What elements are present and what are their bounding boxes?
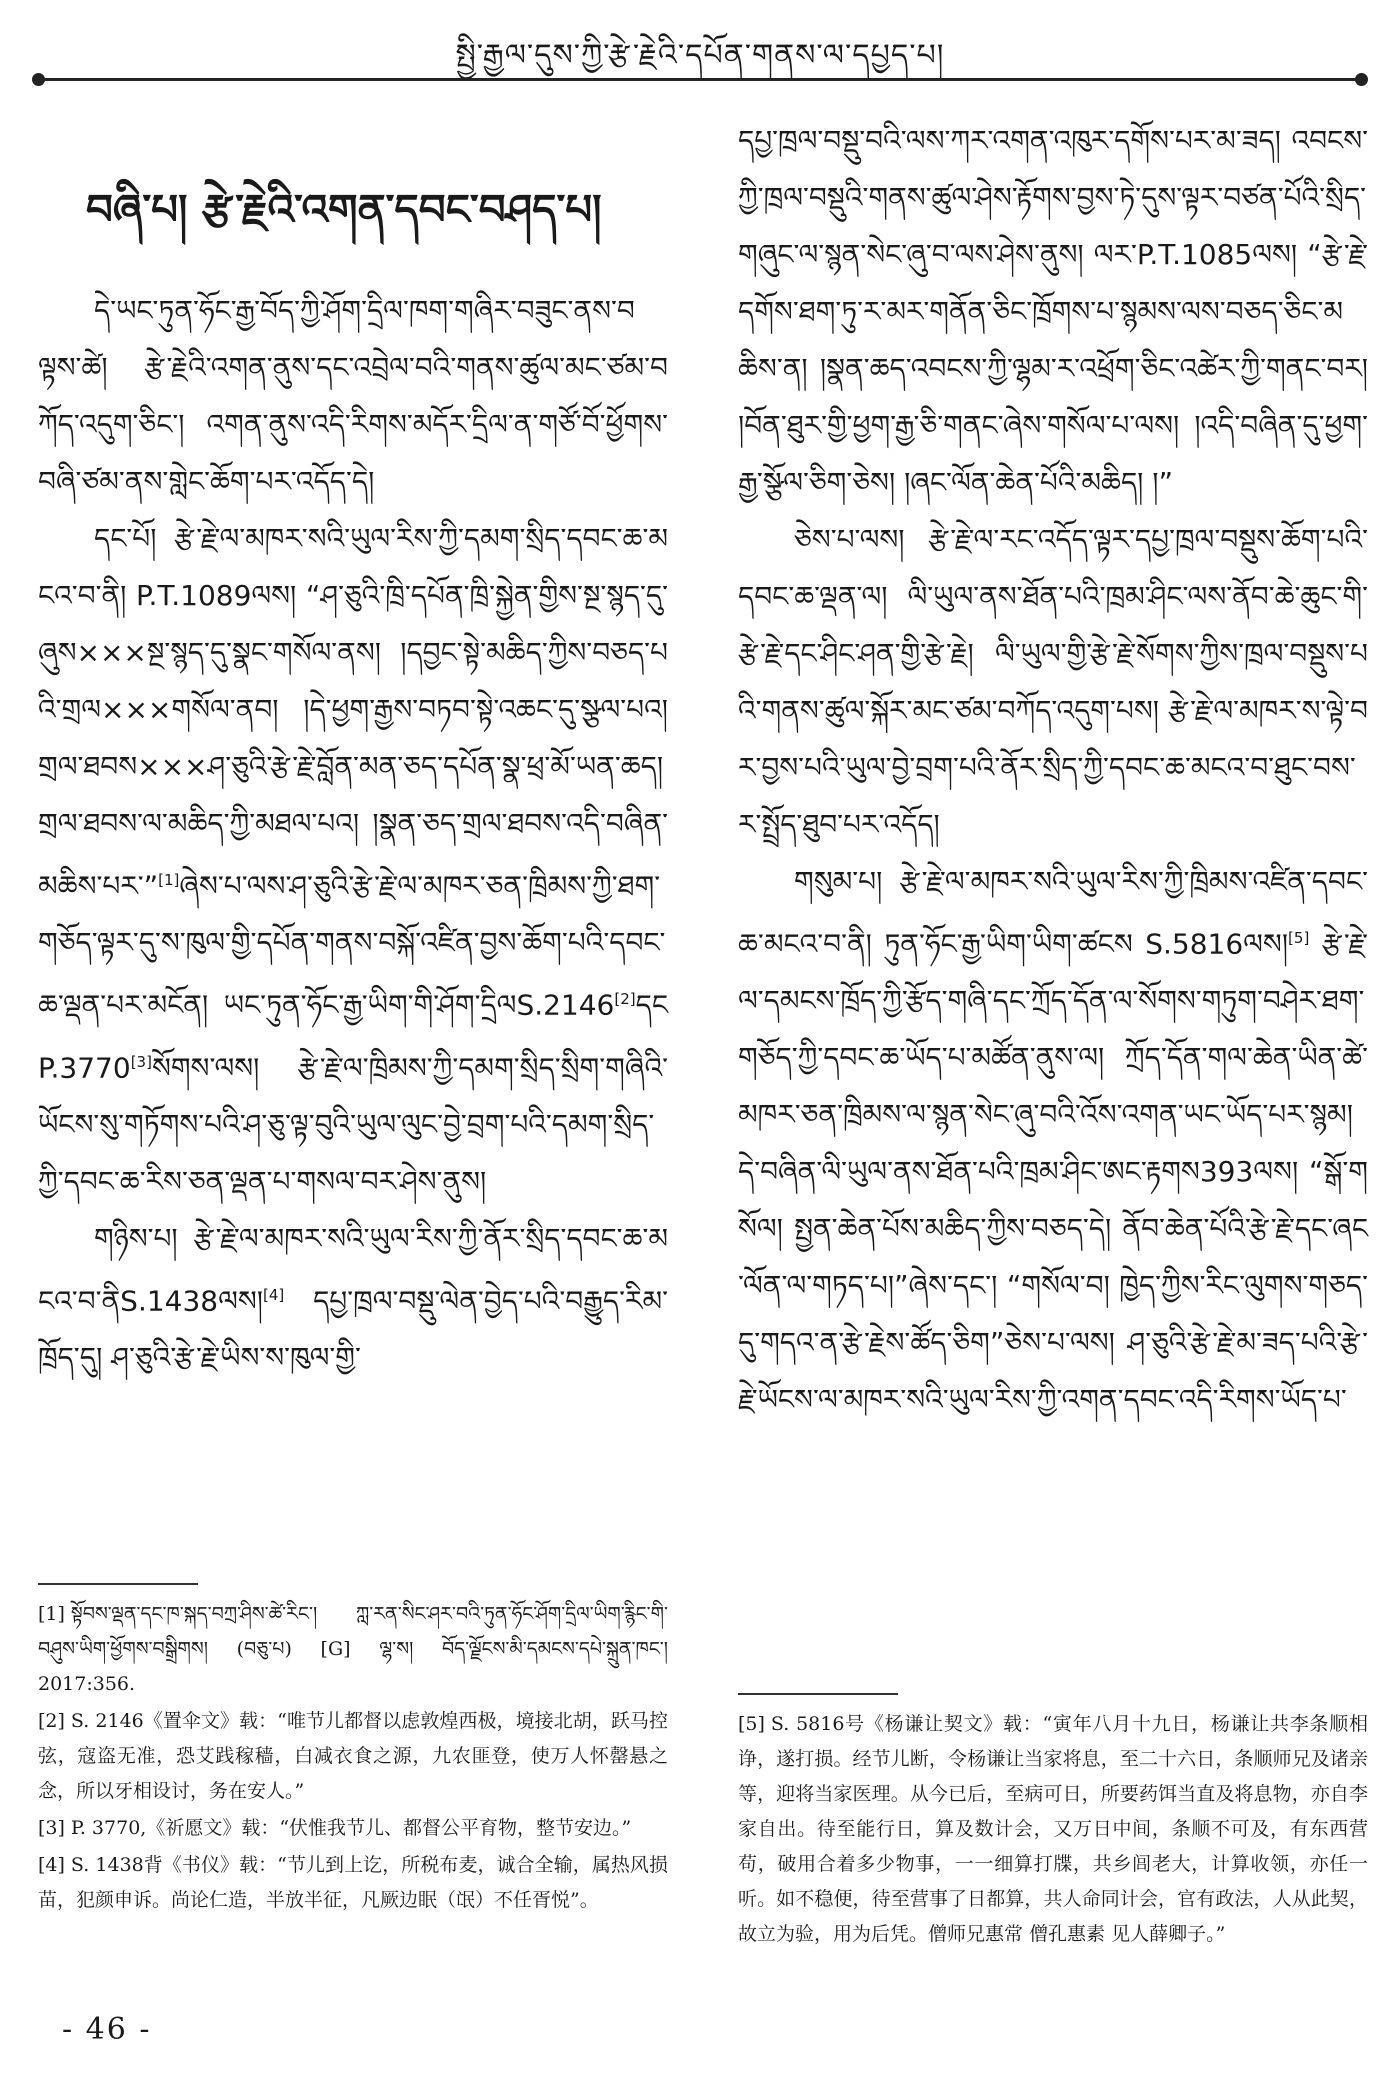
paragraph-text: S.5816ལས།: [1145, 927, 1289, 961]
paragraph-text: དངP.3770: [38, 988, 668, 1084]
footnote-tag: [2]: [38, 1710, 65, 1732]
footnote-text: S. 5816号《杨谦让契文》载：“寅年八月十九日，杨谦让共李条顺相诤，遂打损。经节儿断，令杨谦让当家将息，至二十六日，条顺师兄及诸亲等，迎将当家医理。从今已后，至病可日，所要药饵当直及将息物，亦自李家自出。待至能行日，算及数计会，又万日中间，条顺不可及，有东西营苟，破用合着多少物事，一一细算打牒，共乡闾老大，计算收领，亦任一听。如不稳便，待至营事了日都算，共人命同计会，官有政法，人从此契，故立为验，用为后凭。僧师兄惠常 僧孔惠素 见人薛卿子。”: [738, 1713, 1368, 1945]
footnote-text: སྟོབས་ལྡན་དང་ཁ་སྐད་བཀྲ་ཤིས་ཚེ་རིང་། ཀླ་རན་སིང་ཤར་བའི་ཏུན་ཧོང་ཤོག་དྲིལ་ཡིག་རྙིང་གི་བཤུས་ཡིག་ཕྱོགས་བསྒྲིགས། (བཅུ་པ) [G] ལྷ་ས། བོད་ལྗོངས་མི་དམངས་དཔེ་སྐྲུན་ཁང་། 2017:356.: [38, 1603, 668, 1695]
footnote-text: S. 2146《置伞文》载：“唯节儿都督以虑敦煌西极，境接北胡，跃马控弦，寇盗无准，恐艾践稼穑，白减衣食之源，九农匪登，使万人怀罄悬之念，所以牙相设讨，务在安人。”: [38, 1710, 668, 1802]
footnote-tag: [4]: [38, 1854, 65, 1876]
paragraph: [738, 853, 1368, 1428]
footnote-marker[interactable]: [4]: [263, 1285, 285, 1304]
paragraph-text: གཉིས་པ། རྩེ་རྗེ་ལ་མཁར་སའི་ཡུལ་རིས་ཀྱི་ནོར་སྲིད་དབང་ཆ་མངའ་བ་ནིS.1438ལས།: [38, 1221, 668, 1318]
footnote-marker[interactable]: [1]: [158, 871, 180, 889]
paragraph-text: གསུམ་པ། རྩེ་རྗེ་ལ་མཁར་སའི་ཡུལ་རིས་ཀྱི་ཁྲིམས་འཛིན་དབང་ཆ་མངའ་བ་ནི། ཏུན་ཧོང་རྒྱ་ཡིག་ཡིག་ཚངས: [738, 865, 1368, 961]
footnote-tag: [1]: [38, 1603, 65, 1625]
paragraph: ཅེས་པ་ལས། རྩེ་རྗེ་ལ་རང་འདོད་ལྟར་དཔྱ་ཁྲལ་བསྡུས་ཆོག་པའི་དབང་ཆ་ལྡན་ལ། ལི་ཡུལ་ནས་ཐོན་པའི་ཁྲམ་ཤིང་ལས་ནོབ་ཆེ་ཆུང་གི་རྩེ་རྗེ་དང་ཤིང་ཤན་གྱི་རྩེ་རྗེ། ལི་ཡུལ་གྱི་རྩེ་རྗེ་སོགས་ཀྱིས་ཁྲལ་བསྡུས་པའི་གནས་ཚུལ་སྐོར་མང་ཙམ་བཀོད་འདུག་པས། རྩེ་རྗེ་ལ་མཁར་ས་ལྟེ་བར་བྱས་པའི་ཡུལ་བྱེ་བྲག་པའི་ནོར་སྲིད་ཀྱི་དབང་ཆ་མངའ་བ་ཐུང་བས་ར་སྤྲོད་ཐུབ་པར་འདོད།: [738, 523, 1368, 841]
head-rule: [38, 78, 1362, 81]
footnote-list: [38, 1597, 668, 1918]
paragraph-text: ཞེས་པ་ལས་ཤ་ཅུའི་རྩེ་རྗེ་ལ་མཁར་ཅན་ཁྲིམས་ཀྱི་ཐག་གཅོད་ལྟར་དུ་ས་ཁུལ་གྱི་དཔོན་གནས་བསྐོ་འཛིན་བྱས་ཆོག་པའི་དབང་ཆ་ལྡན་པར་མངོན། ཡང་ཏུན་ཧོང་རྒྱ་ཡིག་གི་ཤོག་དྲིལS.2146: [38, 869, 666, 1022]
left-footnotes: [38, 1555, 668, 1920]
footnote: [38, 1597, 668, 1702]
footnote-list: [738, 1707, 1368, 1952]
running-head: སྤྱི་རྒྱལ་དུས་ཀྱི་རྩེ་རྗེའི་དཔོན་གནས་ལ་དཔྱད་པ།: [455, 38, 945, 73]
head-rule-dot-right: [1355, 73, 1368, 86]
paragraph-text: རྩེ་རྗེ་ལ་དམངས་ཁྲོད་ཀྱི་རྩོད་གཞི་དང་ཀྲོད་དོན་ལ་སོགས་གཏུག་བཤེར་ཐག་གཅོད་ཀྱི་དབང་ཆ་ཡོད་པ་མཚོན་ནུས་ལ། ཀྲོད་དོན་གལ་ཆེན་ཡིན་ཚེ་མཁར་ཅན་ཁྲིམས་ལ་སྙན་སེང་ཞུ་བའི་འོས་འགན་ཡང་ཡོད་པར་སྙམ། དེ་བཞིན་ལི་ཡུལ་ནས་ཐོན་པའི་ཁྲམ་ཤིང་ཨང་རྟགས393ལས། “སྒོ་གསོལ། སྤྱན་ཆེན་པོས་མཆིད་ཀྱིས་བཅད་དེ། ནོབ་ཆེན་པོའི་རྩེ་རྗེ་དང་ཞང་ལོན་ལ་གཏད་པ།”ཞེས་དང་། “གསོལ་བ། ཁྱེད་ཀྱིས་རིང་ལུགས་གཅད་དུ་གདའ་ན་རྩེ་རྗེས་ཚོད་ཅིག”ཅེས་པ་ལས། ཤ་ཅུའི་རྩེ་རྗེ་མ་ཟད་པའི་རྩེ་རྗེ་ཡོངས་ལ་མཁར་སའི་ཡུལ་རིས་ཀྱི་འགན་དབང་འདི་རིགས་ཡོད་པ་: [738, 927, 1368, 1417]
footnote-text: S. 1438背《书仪》载：“节儿到上讫，所税布麦，诚合全输，属热风损苗，犯颜申诉。尚论仁造，半放半征，凡厥边眠（氓）不任胥悦”。: [38, 1854, 668, 1911]
paragraph: [38, 1210, 668, 1386]
paragraph: དེ་ཡང་ཏུན་ཧོང་རྒྱ་བོད་ཀྱི་ཤོག་དྲིལ་ཁག་གཞིར་བཟུང་ནས་བལྟས་ཚེ། རྩེ་རྗེའི་འགན་ནུས་དང་འབྲེལ་བའི་གནས་ཚུལ་མང་ཙམ་བཀོད་འདུག་ཅིང་། འགན་ནུས་འདི་རིགས་མདོར་དྲིལ་ན་གཙོ་བོ་ཕྱོགས་བཞི་ཙམ་ནས་གླེང་ཆོག་པར་འདོད་དེ།: [38, 294, 668, 498]
footnote: [38, 1704, 668, 1809]
footnote-marker[interactable]: [3]: [130, 1052, 152, 1071]
paragraph-text: དང་པོ། རྩེ་རྗེ་ལ་མཁར་སའི་ཡུལ་རིས་ཀྱི་དམག་སྲིད་དབང་ཆ་མངའ་བ་ནི། P.T.1089ལས། “ཤ་ཅུའི་ཁྲི་དཔོན་ཁྲི་སྐྱེན་གྱིས་སྔ་སྙད་དུ་ཞུས×××སྔ་སྙད་དུ་སྣང་གསོལ་ནས། །དབྱང་སྟེ་མཆིད་ཀྱིས་བཅད་པའི་གྲལ×××གསོལ་ནབ། །དེ་ཕྱག་རྒྱས་བཏབ་སྟེ་འཆང་དུ་སྩལ་པའ། གྲལ་ཐབས×××ཤ་ཅུའི་རྩེ་རྗེ་བློན་མན་ཅད་དཔོན་སྣ་ཕྲ་མོ་ཡན་ཆད། གྲལ་ཐབས་ལ་མཆིད་ཀྱི་མཐལ་པའ། །སྣན་ཅད་གྲལ་ཐབས་འདི་བཞིན་མཆིས་པར་”: [38, 522, 668, 903]
footnote-marker[interactable]: [2]: [614, 990, 636, 1009]
page-number: - 46 -: [62, 2012, 152, 2047]
paragraph: [38, 510, 668, 1210]
footnote-rule: [738, 1693, 898, 1695]
paragraph-text: དཔྱ་ཁྲལ་བསྡུ་ལེན་བྱེད་པའི་བརྒྱུད་རིམ་ཁྲོད་དུ། ཤ་ཅུའི་རྩེ་རྗེ་ཡིས་ས་ཁུལ་གྱི་: [38, 1284, 668, 1375]
footnote-marker[interactable]: [5]: [1288, 929, 1310, 947]
paragraph: དཔྱ་ཁྲལ་བསྡུ་བའི་ལས་ཀར་འགན་འཁུར་དགོས་པར་མ་ཟད། འབངས་ཀྱི་ཁྲལ་བསྡུའི་གནས་ཚུལ་ཤེས་རྟོགས་བྱས་ཏེ་དུས་ལྟར་བཙན་པོའི་སྲིད་གཞུང་ལ་སྙན་སེང་ཞུ་བ་ལས་ཤེས་ནུས། ལར་P.T.1085ལས། “རྩེ་རྗེ་དགོས་ཐག་ཏུ་ར་མར་གནོན་ཅིང་ཁྲོགས་པ་སྙམས་ལས་བཅད་ཅིང་མཆིས་ན། །སྣན་ཆད་འབངས་ཀྱི་ལྷམ་ར་འཕྲོག་ཅིང་འཚེར་ཀྱི་གནང་བར། །བོན་ཐུར་གྱི་ཕྱག་རྒྱ་ཅི་གནང་ཞེས་གསོལ་པ་ལས། །འདི་བཞིན་དུ་ཕྱག་རྒྱ་སྩོལ་ཅིག་ཅེས། །ཞང་ལོན་ཆེན་པོའི་མཆིད། །”: [738, 124, 1368, 499]
right-column: [738, 112, 1368, 1428]
footnote: [738, 1707, 1368, 1952]
left-column: [38, 112, 668, 1386]
footnote: [38, 1848, 668, 1918]
footnote-text: P. 3770,《祈愿文》载：“伏惟我节儿、都督公平育物，整节安边。”: [70, 1817, 632, 1839]
footnote-rule: [38, 1583, 198, 1585]
right-footnotes: [738, 1665, 1368, 1954]
paragraph-text: སོགས་ལས། རྩེ་རྗེ་ལ་ཁྲིམས་ཀྱི་དམག་སྲིད་སྲིག་གཞིའི་ཡོངས་སུ་གཏོགས་པའི་ཤ་ཅུ་ལྟ་བུའི་ཡུལ་ལུང་བྱེ་བྲག་པའི་དམག་སྲིད་ཀྱི་དབང་ཆ་རིས་ཅན་ལྡན་པ་གསལ་བར་ཤེས་ནུས།: [38, 1050, 668, 1198]
section-title: བཞི་པ། རྩེ་རྗེའི་འགན་དབང་བཤད་པ།: [86, 185, 602, 234]
footnote-tag: [5]: [738, 1713, 765, 1735]
footnote-tag: [3]: [38, 1817, 65, 1839]
footnote: [38, 1811, 668, 1846]
